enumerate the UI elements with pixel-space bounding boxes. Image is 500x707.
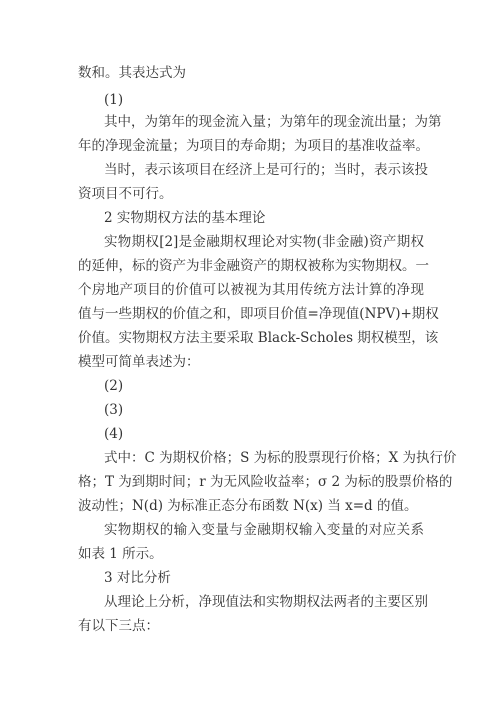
text-line: 波动性；N(d) 为标准正态分布函数 N(x) 当 x=d 的值。 — [78, 498, 418, 514]
text-line: 价值。实物期权方法主要采取 Black-Scholes 期权模型，该 — [78, 330, 439, 346]
equation-number-4: (4) — [104, 426, 124, 442]
text-line: 值与一些期权的价值之和，即项目价值=净现值(NPV)+期权 — [78, 306, 439, 322]
text-line: 有以下三点： — [78, 618, 159, 634]
text-line: 当时，表示该项目在经济上是可行的；当时，表示该投 — [104, 162, 428, 178]
text-line: 个房地产项目的价值可以被视为其用传统方法计算的净现 — [78, 282, 424, 298]
text-line: 其中，为第年的现金流入量；为第年的现金流出量；为第 — [104, 114, 442, 130]
text-line: 格；T 为到期时间；r 为无风险收益率；σ 2 为标的股票价格的 — [78, 474, 453, 490]
section-heading-2: 2 实物期权方法的基本理论 — [104, 210, 266, 226]
text-line: 的延伸，标的资产为非金融资产的期权被称为实物期权。一 — [78, 258, 429, 274]
text-line: 从理论上分析，净现值法和实物期权法两者的主要区别 — [104, 594, 428, 610]
equation-number-1: (1) — [104, 92, 124, 108]
text-line: 式中：C 为期权价格；S 为标的股票现行价格；X 为执行价 — [104, 450, 457, 466]
equation-number-3: (3) — [104, 402, 124, 418]
equation-number-2: (2) — [104, 378, 124, 394]
text-line: 实物期权的输入变量与金融期权输入变量的对应关系 — [104, 522, 424, 538]
text-line: 模型可简单表述为： — [78, 354, 200, 370]
section-heading-3: 3 对比分析 — [104, 570, 171, 586]
text-line: 实物期权[2]是金融期权理论对实物(非金融)资产期权 — [104, 234, 424, 250]
text-line: 如表 1 所示。 — [78, 546, 163, 562]
text-line-continuation: 数和。其表达式为 — [78, 65, 186, 81]
text-line: 资项目不可行。 — [78, 186, 173, 202]
text-line: 年的净现金流量；为项目的寿命期；为项目的基准收益率。 — [78, 138, 429, 154]
